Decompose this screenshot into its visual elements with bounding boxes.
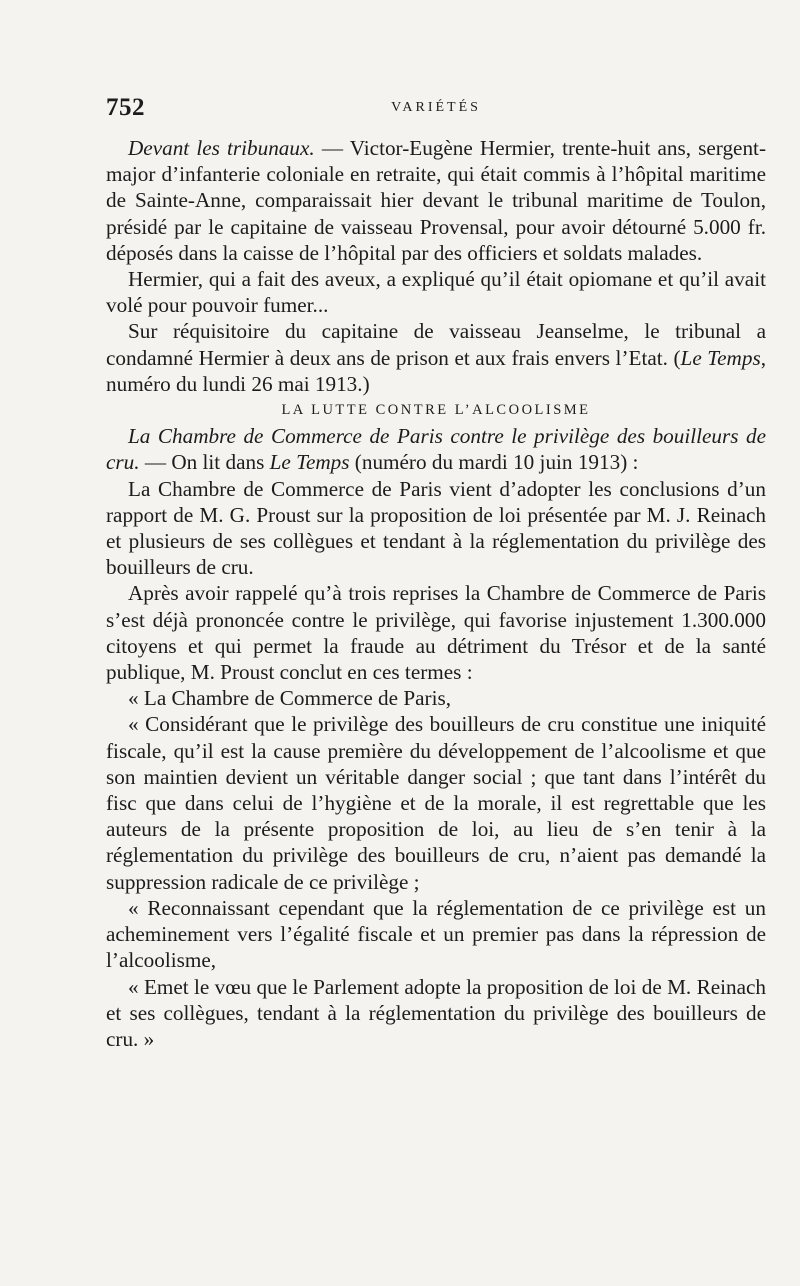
article1-p3-start: Sur réquisitoire du capitaine de vaisseau Jeanselme, le tribunal a condamné Hermier à deux ans de prison et aux frais envers l’Etat. (: [106, 319, 766, 370]
article2-paragraph4: « Considérant que le privilège des bouilleurs de cru constitue une iniquité fiscale, qu’il est la cause première du développement de l’alcoolisme et que son maintien devient un véritable danger social ; que tant dans l’intérêt du fisc que dans celui de l’hygiène et de la morale, il est regrettable que les auteurs de la présente proposition de loi, au lieu de s’en tenir à la réglementation du privilège des bouilleurs de cru, n’aient pas demandé la suppression radicale de ce privilège ;: [106, 712, 766, 894]
page-number: 752: [106, 94, 145, 121]
article2-paragraph1: La Chambre de Commerce de Paris vient d’adopter les conclusions d’un rapport de M. G. Proust sur la proposition de loi présentée par M. J. Reinach et plusieurs de ses collègues et tendant à la réglementation du privilège des bouilleurs de cru.: [106, 476, 766, 580]
article2-lead: La Chambre de Commerce de Paris contre le privilège des bouilleurs de cru.: [106, 424, 766, 475]
running-head: VARIÉTÉS: [391, 100, 481, 115]
article1-p1-text: — Victor-Eugène Hermier, trente-huit ans, sergent-major d’infanterie coloniale en retraite, qui était commis à l’hôpital maritime de Sainte-Anne, comparaissait hier devant le tribunal maritime de Toulon, présidé par le capitaine de vaisseau Provensal, pour avoir détourné 5.000 fr. déposés dans la caisse de l’hôpital par des officiers et soldats malades.: [106, 136, 766, 265]
article2-paragraph5: « Reconnaissant cependant que la réglementation de ce privilège est un acheminement vers l’égalité fiscale et un premier pas dans la répression de l’alcoolisme,: [106, 895, 766, 973]
article1-p3-source: Le Temps: [680, 345, 761, 370]
body-text: [106, 135, 766, 1052]
page-header: [106, 94, 766, 124]
article2-intro-mid: — On lit dans: [139, 450, 270, 475]
article2-paragraph2: Après avoir rappelé qu’à trois reprises la Chambre de Commerce de Paris s’est déjà prononcée contre le privilège, qui favorise injustement 1.300.000 citoyens et qui permet la fraude au détriment du Trésor et de la santé publique, M. Proust conclut en ces termes :: [106, 581, 766, 685]
article1-paragraph2: Hermier, qui a fait des aveux, a expliqué qu’il était opiomane et qu’il avait volé pour pouvoir fumer...: [106, 267, 766, 318]
article1-paragraph3: [106, 318, 766, 397]
article1-lead: Devant les tribunaux.: [128, 136, 315, 160]
article1-paragraph1: [106, 135, 766, 266]
article2-paragraph6: « Emet le vœu que le Parlement adopte la proposition de loi de M. Reinach et ses collègues, tendant à la réglementation du privilège des bouilleurs de cru. »: [106, 974, 766, 1051]
section-title: LA LUTTE CONTRE L’ALCOOLISME: [281, 402, 591, 419]
article2-intro: [106, 423, 766, 475]
article2-intro-end: (numéro du mardi 10 juin 1913) :: [349, 450, 639, 475]
article1-p3-end: , numéro du lundi 26 mai 1913.): [106, 345, 766, 396]
article2-intro-source: Le Temps: [269, 450, 350, 475]
article2-paragraph3: « La Chambre de Commerce de Paris,: [128, 686, 452, 711]
